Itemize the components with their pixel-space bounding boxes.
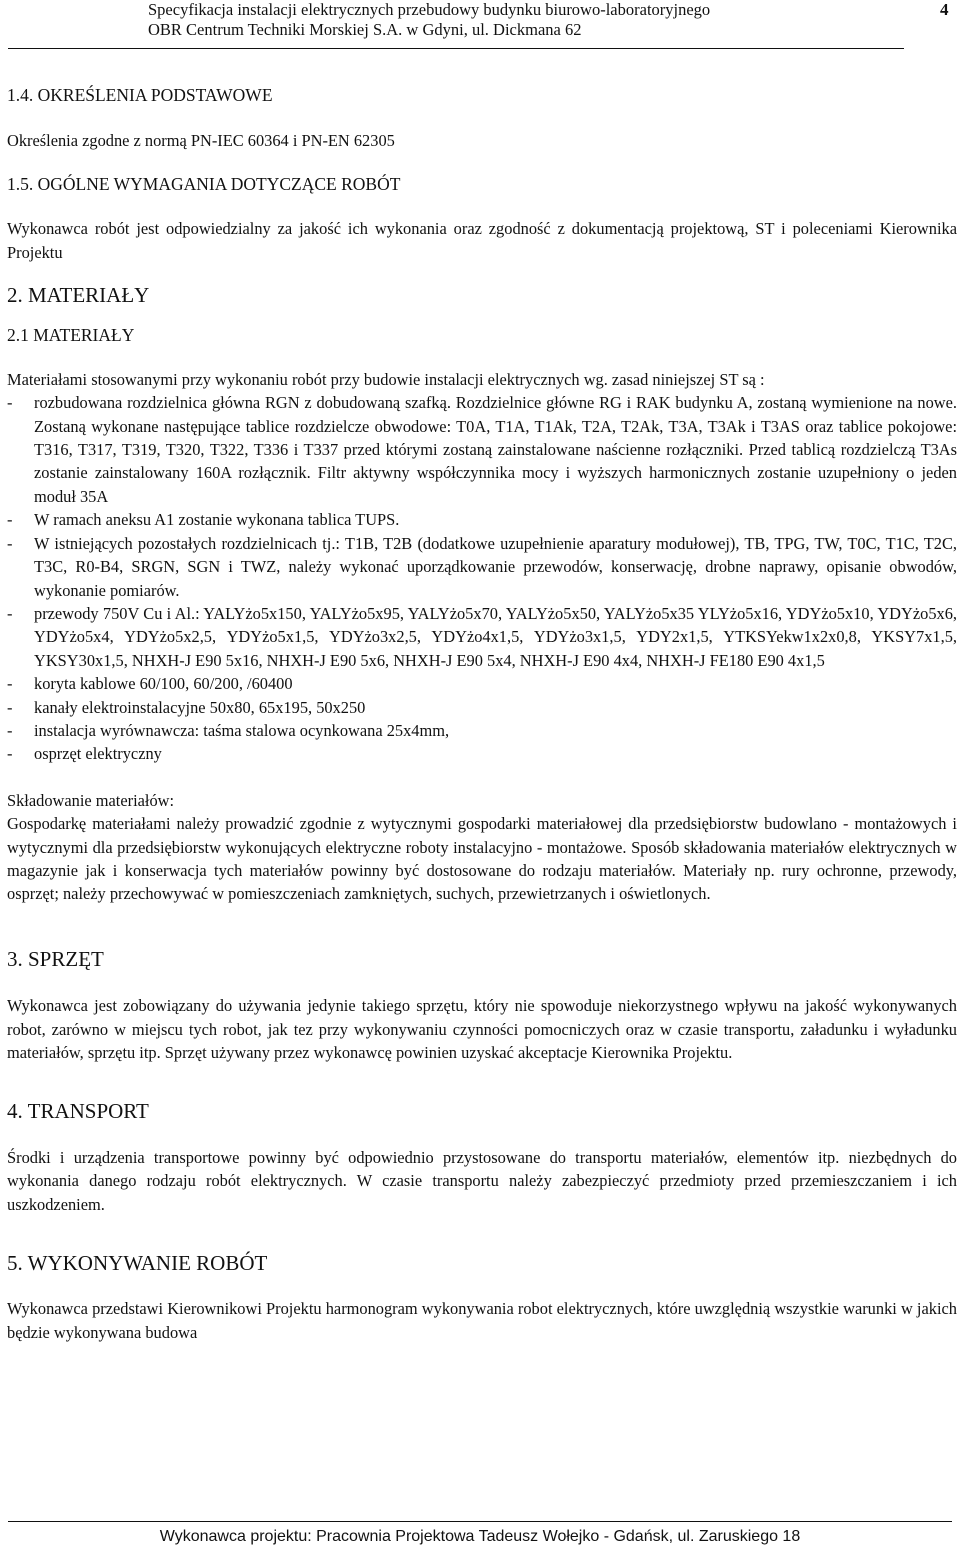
- section-2-1-intro: Materiałami stosowanymi przy wykonaniu robót przy budowie instalacji elektrycznych wg. zasad niniejszej ST są :: [7, 369, 765, 389]
- section-2-heading: 2. MATERIAŁY: [7, 283, 150, 308]
- section-1-5-text: Wykonawca robót jest odpowiedzialny za jakość ich wykonania oraz zgodność z dokumentacją projektową, ST i poleceniami Kierownika Projektu: [7, 219, 957, 262]
- list-dash: -: [7, 393, 13, 413]
- list-item-text: osprzęt elektryczny: [34, 744, 162, 764]
- section-2-1-heading: 2.1 MATERIAŁY: [7, 325, 135, 346]
- list-item: [7, 696, 957, 719]
- page-footer: Wykonawca projektu: Pracownia Projektowa Tadeusz Wołejko - Gdańsk, ul. Zaruskiego 18: [159, 1528, 801, 1545]
- list-dash: -: [7, 603, 13, 623]
- list-dash: -: [7, 697, 13, 717]
- list-item-text: kanały elektroinstalacyjne 50x80, 65x195, 50x250: [34, 697, 366, 717]
- section-1-4-heading: 1.4. OKREŚLENIA PODSTAWOWE: [7, 85, 273, 105]
- section-3-heading: 3. SPRZĘT: [7, 946, 104, 971]
- list-dash: -: [7, 744, 13, 764]
- section-4-heading: 4. TRANSPORT: [7, 1099, 149, 1124]
- list-item: [7, 508, 957, 531]
- header-divider: [8, 48, 904, 49]
- list-item: [7, 672, 957, 695]
- list-item: [7, 391, 957, 508]
- list-item: [7, 532, 957, 602]
- list-item-text: koryta kablowe 60/100, 60/200, /60400: [34, 674, 293, 694]
- document-body: [7, 84, 957, 1344]
- storage-heading: Składowanie materiałów:: [7, 790, 175, 810]
- list-item-text: rozbudowana rozdzielnica główna RGN z dobudowaną szafką. Rozdzielnice główne RG i RAK budynku A, zostaną wymienione na nowe. Zostaną wykonane następujące tablice rozdzielcze obwodowe: T0A, T1A, T1Ak, T2A, T2Ak, T3A, T3Ak i T3AS oraz tablice pokojowe: T316, T317, T319, T320, T322, T336 i T337 przed którymi zostaną zainstalowane naścienne rozłączniki. Przed tablicą rozdzielczą T3As zostanie zainstalowany 160A rozłącznik. Filtr aktywny współczynnika mocy i wyższych harmonicznych zostanie uzupełniony o jeden moduł 35A: [34, 393, 957, 506]
- list-item: [7, 742, 957, 765]
- list-item-text: instalacja wyrównawcza: taśma stalowa ocynkowana 25x4mm,: [34, 720, 450, 740]
- list-item: [7, 602, 957, 672]
- list-item: [7, 719, 957, 742]
- header-subtitle: OBR Centrum Techniki Morskiej S.A. w Gdyni, ul. Dickmana 62: [148, 20, 582, 39]
- list-dash: -: [7, 510, 13, 530]
- section-3-text: Wykonawca jest zobowiązany do używania jedynie takiego sprzętu, który nie spowoduje niekorzystnego wpływu na jakość wykonywanych robot, zarówno w miejscu tych robot, jak tez przy wykonywaniu czynności pomocniczych oraz w czasie transportu, załadunku i wyładunku materiałów, sprzętu itp. Sprzęt używany przez wykonawcę powinien uzyskać akceptacje Kierownika Projektu.: [7, 996, 957, 1062]
- materials-list: [7, 391, 957, 766]
- section-5-text: Wykonawca przedstawi Kierownikowi Projektu harmonogram wykonywania robot elektrycznych, które uwzględnią wszystkie warunki w jakich będzie wykonywana budowa: [7, 1299, 957, 1342]
- list-item-text: W ramach aneksu A1 zostanie wykonana tablica TUPS.: [34, 510, 400, 530]
- list-item-text: przewody 750V Cu i Al.: YALYżo5x150, YALYżo5x95, YALYżo5x70, YALYżo5x50, YALYżo5x35 YLYżo5x16, YDYżo5x10, YDYżo5x6, YDYżo5x4, YDYżo5x2,5, YDYżo5x1,5, YDYżo3x2,5, YDYżo4x1,5, YDYżo3x1,5, YDY2x1,5, YTKSYekw1x2x0,8, YKSY7x1,5, YKSY30x1,5, NHXH-J E90 5x16, NHXH-J E90 5x6, NHXH-J E90 5x4, NHXH-J E90 4x4, NHXH-J FE180 E90 4x1,5: [34, 603, 957, 670]
- section-4-text: Środki i urządzenia transportowe powinny być odpowiednio przystosowane do transportu materiałów, elementów itp. niezbędnych do wykonania danego rodzaju robót elektrycznych. W czasie transportu należy zabezpieczyć przedmioty przed przemieszczaniem i ich uszkodzeniem.: [7, 1147, 957, 1214]
- section-1-5-heading: 1.5. OGÓLNE WYMAGANIA DOTYCZĄCE ROBÓT: [7, 173, 401, 194]
- footer-divider: [8, 1521, 952, 1522]
- list-dash: -: [7, 720, 13, 740]
- list-item-text: W istniejących pozostałych rozdzielnicach tj.: T1B, T2B (dodatkowe uzupełnienie aparatury modułowej), TB, TPG, TW, T0C, T1C, T2C, T3C, R0-B4, SRGN, SGN i TWZ, należy wykonać uporządkowanie przewodów, konserwację, drobne naprawy, opisanie obwodów, wykonanie pomiarów.: [34, 533, 957, 600]
- section-1-4-text: Określenia zgodne z normą PN-IEC 60364 i PN-EN 62305: [7, 131, 395, 151]
- list-dash: -: [7, 533, 13, 553]
- storage-text: Gospodarkę materiałami należy prowadzić zgodnie z wytycznymi gospodarki materiałowej dla przedsiębiorstw budowlano - montażowych i wytycznymi dla przedsiębiorstw wykonujących elektryczne roboty instalacyjno - montażowe. Sposób składowania materiałów elektrycznych w magazynie jak i konserwacja tych materiałów powinny być dostosowane do rodzaju materiałów. Materiały np. rury ochronne, przewody, osprzęt; należy przechowywać w pomieszczeniach zamkniętych, suchych, przewietrzanych i oświetlonych.: [7, 814, 957, 904]
- page-number: 4: [940, 0, 949, 19]
- section-5-heading: 5. WYKONYWANIE ROBÓT: [7, 1251, 268, 1276]
- list-dash: -: [7, 674, 13, 694]
- header-title: Specyfikacja instalacji elektrycznych przebudowy budynku biurowo-laboratoryjnego: [148, 0, 711, 19]
- page-header: [0, 0, 960, 52]
